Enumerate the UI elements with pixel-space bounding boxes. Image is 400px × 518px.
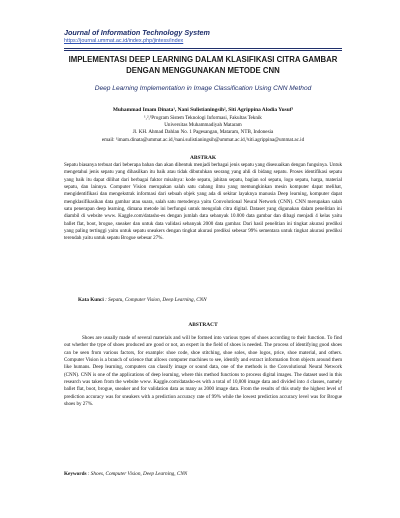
email-line: email: ¹imam.dinata@ummat.ac.id,²nani.sulistianingsih@ummat.ac.id,³siti.agrippina@ummat.ac.id	[101, 136, 305, 143]
journal-name: Journal of Information Technology System	[64, 28, 210, 37]
abstract-paragraph: Shoes are usually made of several materials and will be formed into various types of shoes according to their function. To find out whether the type of shoes produced are good or not, an expert in the field of shoes is needed. The process of identifying good shoes can be seen from various factors, for example: shoe code, shoe stitching, shoe soles, shoe logos, price, shoe material, and others. Computer Vision is a branch of science that allows computer machines to see, identify and extract information from objects around them like humans. Deep learning, computers can classify image or sound data, one of the methods is the Convolutional Neural Network (CNN). CNN is one of the applications of deep learning, where this method functions to process digital images. The dataset used in this research was taken from the website www. Kaggle.com/datasho-es with a total of 10,000 image data and divided into 4 classes, namely ballet flat, boot, brogue, sneaker and for validation data as many as 2000 image data. From the results of this study the highest level of prediction accuracy was for sneakers with a prediction accuracy rate of 99% while the lowest prediction accuracy level was for Brogue shoes by 27%.	[64, 335, 342, 408]
keywords-label: Keywords	[64, 471, 87, 477]
title-line-1: IMPLEMENTASI DEEP LEARNING DALAM KLASIFIKASI CITRA GAMBAR	[68, 55, 338, 64]
affiliation-line: Jl. KH. Ahmad Dahlan No. 1 Pagesangan, Mataram, NTB, Indonesia	[132, 129, 274, 136]
paper-title	[60, 54, 346, 76]
kata-kunci-label: Kata Kunci	[78, 297, 104, 303]
kata-kunci	[78, 297, 338, 304]
affiliation-line: Universitas Muhammadiyah Mataram	[164, 122, 242, 129]
journal-header	[64, 28, 342, 45]
journal-url-link[interactable]: https://journal.ummat.ac.id/index.php/jintess/index	[64, 38, 184, 44]
kata-kunci-values: : Sepatu, Computer Vision, Deep Learning, CNN	[105, 297, 207, 303]
affiliation-line: ¹,²,³Program Sistem Teknologi Informasi, Fakultas Teknik	[144, 115, 262, 121]
affiliation-block	[60, 115, 346, 144]
abstrak-body: Sepatu biasanya terbuat dari beberapa bahan dan akan dibentuk menjadi berbagai jenis sepatu yang disesuaikan dengan fungsinya. Untuk mengetahui jenis sepatu yang dihasilkan itu baik atau tidak dibutuhkan seorang yang ahli di bidang sepatu. Proses identifikasi sepatu yang baik itu dapat dilihat dari berbagai faktor misalnya: kode sepatu, jahitan sepatu, bagian sol sepatu, logo sepatu, harga, material sepatu, dan lainnya. Computer Vision merupakan salah satu cabang ilmu yang memungkinkan mesin komputer dapat melihat, mengidentifikasi dan mengekstrak informasi dari sebuah objek yang ada di sekitar layaknya manusia Deep learning, komputer dapat mengklasifikasikan data gambar atau suara, salah satu metodenya yaitu Convolutional Neural Network (CNN). CNN merupakan salah satu penerapan deep learning, dimana metode ini berfungsi untuk mengolah citra digital. Dataset yang digunakan dalam penelitian ini diambil di website www. Kaggle.com/datasho-es dengan jumlah data sebanyak 10.000 data gambar dan dibagi menjadi 4 kelas yaitu ballet flat, boot, brogue, sneaker dan untuk data validasi sebanyak 2000 data gambar. Dari hasil penelitian ini tingkat akurasi prediksi yang paling tertinggi yaitu untuk sepatu sneakers dengan tingkat akurasi prediksi sebesar 99% sementara untuk tingkat akurasi prediksi terendah yaitu untuk sepatu Brogue sebesar 27%.	[64, 162, 342, 242]
header-divider	[64, 48, 342, 51]
abstrak-heading: ABSTRAK	[189, 155, 217, 161]
keywords-values: : Shoes, Computer Vision, Deep Learning, CNN	[87, 471, 188, 477]
title-line-2: DENGAN MENGGUNAKAN METODE CNN	[126, 66, 280, 75]
keywords	[64, 471, 342, 478]
abstract-heading: ABSTRACT	[188, 322, 218, 328]
author-list: Muhammad Imam Dinata¹, Nani Sulistianingsih², Siti Agrippina Alodia Yusuf³	[112, 107, 294, 113]
paper-subtitle: Deep Learning Implementation in Image Classification Using CNN Method	[94, 85, 312, 92]
abstract-body	[64, 335, 342, 408]
